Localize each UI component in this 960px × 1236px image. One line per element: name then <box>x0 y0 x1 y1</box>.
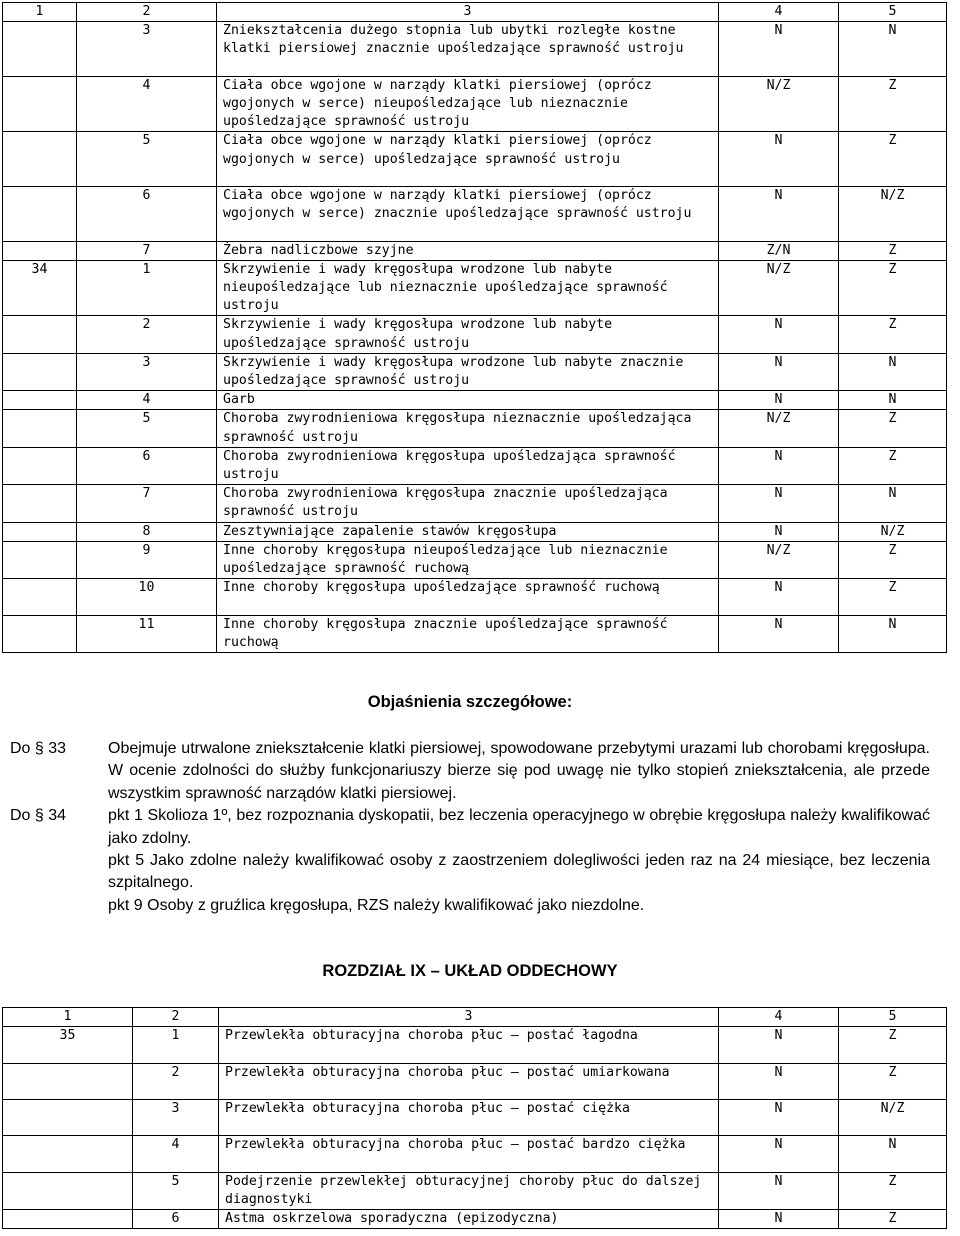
table-row <box>3 22 947 77</box>
category-5-cell: Z <box>839 447 947 484</box>
category-4-cell: N <box>719 522 839 541</box>
description-cell: Inne choroby kręgosłupa znacznie upośledzające sprawność ruchową <box>217 615 719 652</box>
table-row <box>3 1099 947 1135</box>
item-number-cell: 1 <box>133 1027 219 1063</box>
explanation-body <box>108 738 930 805</box>
category-5-cell: Z <box>839 76 947 132</box>
table-row <box>3 541 947 578</box>
category-4-cell: N <box>719 353 839 390</box>
respiratory-table <box>2 1007 947 1229</box>
explanation-paragraph: pkt 5 Jako zdolne należy kwalifikować osoby z zaostrzeniem dolegliwości jeden raz na 24 miesiące, bez leczenia szpitalnego. <box>108 852 930 892</box>
explanation-body <box>108 805 930 917</box>
description-cell: Astma oskrzelowa sporadyczna (epizodyczna) <box>219 1210 719 1229</box>
group-number-cell <box>3 1210 133 1229</box>
group-number-cell: 35 <box>3 1027 133 1063</box>
category-5-cell: N/Z <box>839 187 947 242</box>
explanations-section <box>10 738 930 917</box>
table-row <box>3 1063 947 1099</box>
item-number-cell: 2 <box>77 316 217 353</box>
explanation-paragraph: pkt 9 Osoby z gruźlica kręgosłupa, RZS należy kwalifikować jako niezdolne. <box>108 896 645 914</box>
category-5-cell: Z <box>839 1027 947 1063</box>
group-number-cell <box>3 1099 133 1135</box>
description-cell: Skrzywienie i wady kręgosłupa wrodzone lub nabyte upośledzające sprawność ustroju <box>217 316 719 353</box>
group-number-cell: 34 <box>3 260 77 316</box>
group-number-cell <box>3 615 77 652</box>
category-5-cell: Z <box>839 260 947 316</box>
explanation-item <box>10 738 930 805</box>
description-cell: Przewlekła obturacyjna choroba płuc – postać ciężka <box>219 1099 719 1135</box>
group-number-cell <box>3 485 77 522</box>
header-cell: 1 <box>3 1008 133 1027</box>
description-cell: Przewlekła obturacyjna choroba płuc – postać bardzo ciężka <box>219 1136 719 1172</box>
category-5-cell: N <box>839 485 947 522</box>
category-4-cell: N/Z <box>719 260 839 316</box>
category-5-cell: Z <box>839 132 947 187</box>
category-5-cell: Z <box>839 579 947 615</box>
category-4-cell: N <box>719 1210 839 1229</box>
item-number-cell: 7 <box>77 241 217 260</box>
chapter-title: ROZDZIAŁ IX – UKŁAD ODDECHOWY <box>322 962 618 980</box>
table-row <box>3 391 947 410</box>
table-row <box>3 485 947 522</box>
category-4-cell: N <box>719 132 839 187</box>
item-number-cell: 3 <box>77 353 217 390</box>
item-number-cell: 3 <box>77 22 217 77</box>
table-header-row <box>3 3 947 22</box>
group-number-cell <box>3 579 77 615</box>
item-number-cell: 4 <box>77 391 217 410</box>
category-4-cell: N <box>719 1172 839 1209</box>
header-cell: 3 <box>217 3 719 22</box>
category-5-cell: Z <box>839 541 947 578</box>
description-cell: Podejrzenie przewlekłej obturacyjnej choroby płuc do dalszej diagnostyki <box>219 1172 719 1209</box>
item-number-cell: 9 <box>77 541 217 578</box>
description-cell: Skrzywienie i wady kręgosłupa wrodzone lub nabyte znacznie upośledzające sprawność ustroju <box>217 353 719 390</box>
item-number-cell: 5 <box>133 1172 219 1209</box>
header-cell: 4 <box>719 3 839 22</box>
table-header-row <box>3 1008 947 1027</box>
category-4-cell: Z/N <box>719 241 839 260</box>
category-4-cell: N <box>719 579 839 615</box>
table-row <box>3 76 947 132</box>
table-row <box>3 579 947 615</box>
header-cell: 5 <box>839 1008 947 1027</box>
description-cell: Przewlekła obturacyjna choroba płuc – postać umiarkowana <box>219 1063 719 1099</box>
description-cell: Ciała obce wgojone w narządy klatki piersiowej (oprócz wgojonych w serce) upośledzające sprawność ustroju <box>217 132 719 187</box>
group-number-cell <box>3 541 77 578</box>
item-number-cell: 8 <box>77 522 217 541</box>
table-row <box>3 447 947 484</box>
category-5-cell: N/Z <box>839 1099 947 1135</box>
category-5-cell: Z <box>839 241 947 260</box>
header-cell: 1 <box>3 3 77 22</box>
description-cell: Garb <box>217 391 719 410</box>
table-row <box>3 1027 947 1063</box>
category-5-cell: Z <box>839 1210 947 1229</box>
item-number-cell: 6 <box>77 187 217 242</box>
group-number-cell <box>3 522 77 541</box>
group-number-cell <box>3 1172 133 1209</box>
category-5-cell: N <box>839 1136 947 1172</box>
category-5-cell: N <box>839 391 947 410</box>
category-5-cell: Z <box>839 1063 947 1099</box>
category-4-cell: N/Z <box>719 76 839 132</box>
category-5-cell: Z <box>839 410 947 447</box>
item-number-cell: 3 <box>133 1099 219 1135</box>
category-5-cell: Z <box>839 1172 947 1209</box>
category-4-cell: N <box>719 316 839 353</box>
description-cell: Ciała obce wgojone w narządy klatki piersiowej (oprócz wgojonych w serce) nieupośledzające lub nieznacznie upośledzające sprawność ustroju <box>217 76 719 132</box>
table-row <box>3 316 947 353</box>
item-number-cell: 6 <box>77 447 217 484</box>
category-4-cell: N <box>719 1136 839 1172</box>
table-row <box>3 1210 947 1229</box>
header-cell: 3 <box>219 1008 719 1027</box>
musculoskeletal-table <box>2 2 947 653</box>
description-cell: Przewlekła obturacyjna choroba płuc – postać łagodna <box>219 1027 719 1063</box>
group-number-cell <box>3 187 77 242</box>
description-cell: Zniekształcenia dużego stopnia lub ubytki rozległe kostne klatki piersiowej znacznie upośledzające sprawność ustroju <box>217 22 719 77</box>
table-row <box>3 410 947 447</box>
description-cell: Choroba zwyrodnieniowa kręgosłupa upośledzająca sprawność ustroju <box>217 447 719 484</box>
category-4-cell: N/Z <box>719 410 839 447</box>
group-number-cell <box>3 1136 133 1172</box>
group-number-cell <box>3 132 77 187</box>
category-4-cell: N <box>719 485 839 522</box>
table-row <box>3 522 947 541</box>
description-cell: Ciała obce wgojone w narządy klatki piersiowej (oprócz wgojonych w serce) znacznie upośledzające sprawność ustroju <box>217 187 719 242</box>
item-number-cell: 7 <box>77 485 217 522</box>
description-cell: Skrzywienie i wady kręgosłupa wrodzone lub nabyte nieupośledzające lub nieznacznie upośledzające sprawność ustroju <box>217 260 719 316</box>
group-number-cell <box>3 353 77 390</box>
table-row <box>3 260 947 316</box>
description-cell: Inne choroby kręgosłupa upośledzające sprawność ruchową <box>217 579 719 615</box>
group-number-cell <box>3 391 77 410</box>
description-cell: Choroba zwyrodnieniowa kręgosłupa znacznie upośledzająca sprawność ustroju <box>217 485 719 522</box>
item-number-cell: 4 <box>77 76 217 132</box>
item-number-cell: 1 <box>77 260 217 316</box>
explanation-paragraph: pkt 1 Skolioza 1º, bez rozpoznania dyskopatii, bez leczenia operacyjnego w obrębie kręgosłupa należy kwalifikować jako zdolny. <box>108 807 930 847</box>
category-5-cell: N <box>839 615 947 652</box>
group-number-cell <box>3 241 77 260</box>
table-row <box>3 353 947 390</box>
item-number-cell: 2 <box>133 1063 219 1099</box>
category-4-cell: N <box>719 1027 839 1063</box>
item-number-cell: 5 <box>77 410 217 447</box>
category-4-cell: N <box>719 22 839 77</box>
table-row <box>3 187 947 242</box>
category-5-cell: N <box>839 22 947 77</box>
category-5-cell: N <box>839 353 947 390</box>
group-number-cell <box>3 1063 133 1099</box>
explanations-title: Objaśnienia szczegółowe: <box>367 693 573 711</box>
header-cell: 4 <box>719 1008 839 1027</box>
category-4-cell: N <box>719 391 839 410</box>
table-row <box>3 615 947 652</box>
explanation-ref: Do § 34 <box>10 807 67 825</box>
table-row <box>3 1136 947 1172</box>
category-4-cell: N <box>719 615 839 652</box>
item-number-cell: 11 <box>77 615 217 652</box>
category-4-cell: N <box>719 187 839 242</box>
group-number-cell <box>3 76 77 132</box>
description-cell: Żebra nadliczbowe szyjne <box>217 241 719 260</box>
description-cell: Zesztywniające zapalenie stawów kręgosłupa <box>217 522 719 541</box>
table-row <box>3 1172 947 1209</box>
category-5-cell: N/Z <box>839 522 947 541</box>
table-row <box>3 132 947 187</box>
category-4-cell: N <box>719 447 839 484</box>
description-cell: Choroba zwyrodnieniowa kręgosłupa nieznacznie upośledzająca sprawność ustroju <box>217 410 719 447</box>
header-cell: 2 <box>77 3 217 22</box>
item-number-cell: 5 <box>77 132 217 187</box>
description-cell: Inne choroby kręgosłupa nieupośledzające lub nieznacznie upośledzające sprawność ruchową <box>217 541 719 578</box>
item-number-cell: 6 <box>133 1210 219 1229</box>
group-number-cell <box>3 316 77 353</box>
category-4-cell: N/Z <box>719 541 839 578</box>
header-cell: 5 <box>839 3 947 22</box>
group-number-cell <box>3 410 77 447</box>
table-row <box>3 241 947 260</box>
explanation-paragraph: Obejmuje utrwalone zniekształcenie klatki piersiowej, spowodowane przebytymi urazami lub chorobami kręgosłupa. W ocenie zdolności do służby funkcjonariuszy bierze się pod uwagę nie tylko stopień zniekształcenia, ale przede wszystkim sprawność narządów klatki piersiowej. <box>108 740 930 802</box>
category-4-cell: N <box>719 1063 839 1099</box>
item-number-cell: 4 <box>133 1136 219 1172</box>
group-number-cell <box>3 22 77 77</box>
explanation-item <box>10 805 930 917</box>
group-number-cell <box>3 447 77 484</box>
explanation-ref: Do § 33 <box>10 740 67 757</box>
header-cell: 2 <box>133 1008 219 1027</box>
category-4-cell: N <box>719 1099 839 1135</box>
category-5-cell: Z <box>839 316 947 353</box>
item-number-cell: 10 <box>77 579 217 615</box>
